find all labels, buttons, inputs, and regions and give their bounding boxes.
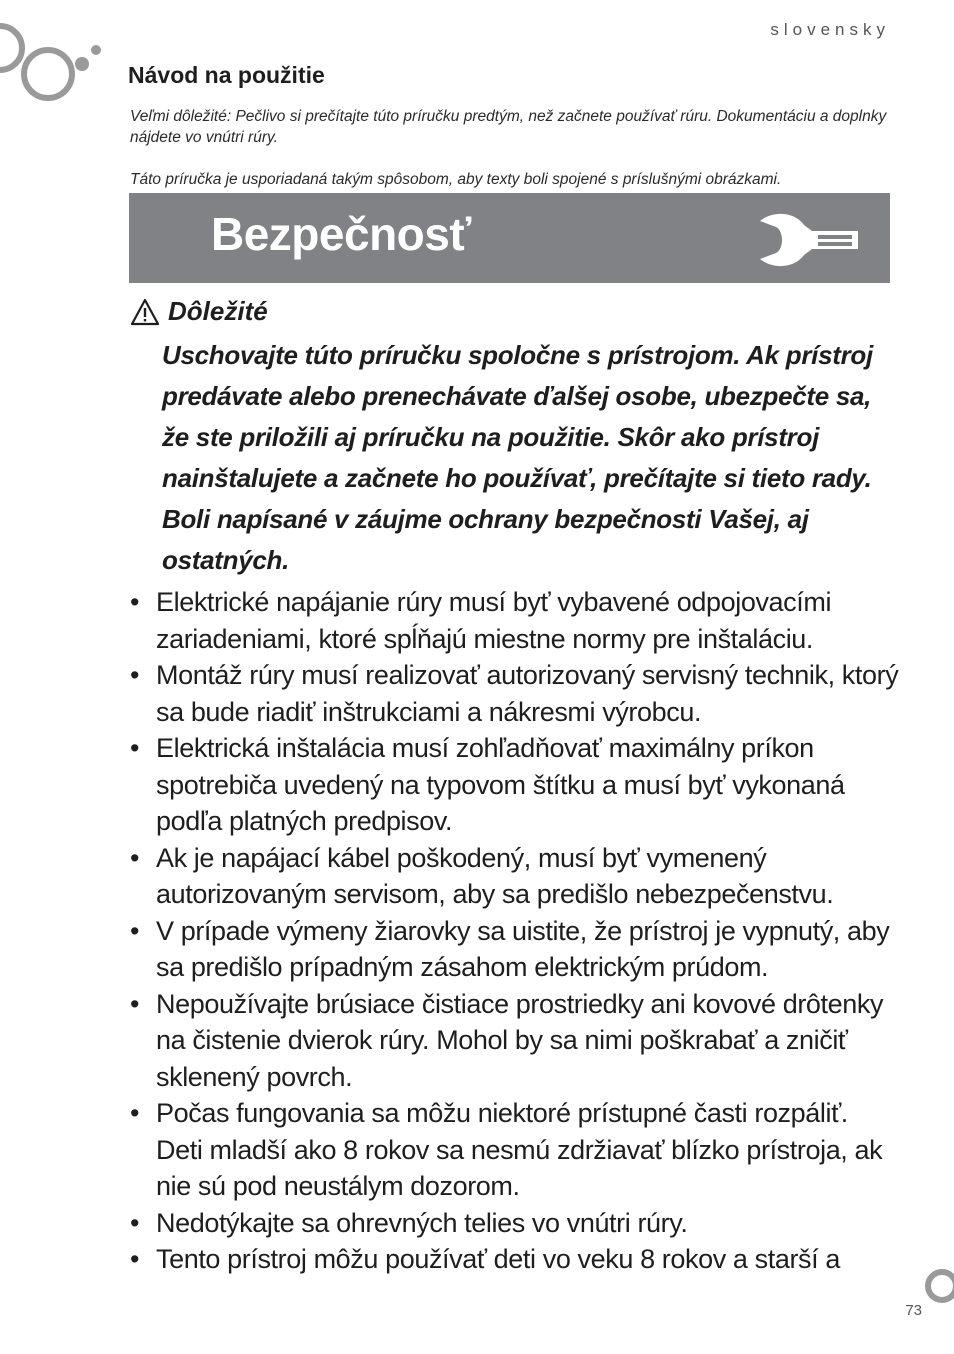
list-item <box>130 1095 900 1205</box>
list-item-text: Elektrická inštalácia musí zohľadňovať maximálny príkon spotrebiča uvedený na typovom štítku a musí byť vykonaná podľa platných predpisov. <box>156 733 845 836</box>
list-item <box>130 986 900 1096</box>
list-item-text: Nepoužívajte brúsiace čistiace prostriedky ani kovové drôtenky na čistenie dvierok rúry. Mohol by sa nimi poškrabať a zničiť sklenený povrch. <box>156 988 884 1092</box>
section-banner <box>129 193 890 283</box>
bullet-symbol: • <box>130 587 140 617</box>
list-item-text: Počas fungovania sa môžu niektoré prístupné časti rozpáliť. Deti mladší ako 8 rokov sa nesmú zdržiavať blízko prístroja, ak nie sú pod neustálym dozorom. <box>156 1098 883 1201</box>
list-item <box>130 1241 900 1278</box>
intro-organization-note: Táto príručka je usporiadaná takým spôsobom, aby texty boli spojené s príslušnými obrázkami. <box>130 171 782 188</box>
list-item <box>130 730 900 840</box>
list-item-text: Montáž rúry musí realizovať autorizovaný servisný technik, ktorý sa bude riadiť inštrukciami a nákresmi výrobcu. <box>156 660 899 727</box>
list-item <box>130 913 900 986</box>
list-item-text: Nedotýkajte sa ohrevných telies vo vnútri rúry. <box>156 1207 688 1238</box>
brand-circles-icon <box>0 18 110 108</box>
list-item-text: Elektrické napájanie rúry musí byť vybavené odpojovacími zariadeniami, ktoré spĺňajú miestne normy pre inštaláciu. <box>156 587 832 654</box>
document-title: Návod na použitie <box>128 62 325 88</box>
important-warning-text: Uschovajte túto príručku spoločne s prístrojom. Ak prístroj predávate alebo prenechávate ďalšej osobe, ubezpečte sa, že ste priložili aj príručku na použitie. Skôr ako prístroj nainštalujete a začnete ho používať, prečítajte si tieto rady. Boli napísané v záujme ochrany bezpečnosti Vašej, aj ostatných. <box>162 340 873 575</box>
page-number: 73 <box>905 1302 922 1319</box>
language-label: slovensky <box>770 20 890 39</box>
bullet-symbol: • <box>130 1098 140 1128</box>
bullet-symbol: • <box>130 1207 140 1238</box>
bullet-symbol: • <box>130 915 140 946</box>
warning-icon <box>130 298 160 326</box>
list-item <box>130 1205 900 1242</box>
intro-note: Veľmi dôležité: Pečlivo si prečítajte túto príručku predtým, než začnete používať rúru. Dokumentáciu a doplnky nájdete vo vnútri rúry. <box>130 108 887 146</box>
bullet-symbol: • <box>130 988 140 1019</box>
list-item <box>130 584 900 657</box>
bullet-symbol: • <box>130 842 140 873</box>
bullet-symbol: • <box>130 733 140 763</box>
bullet-symbol: • <box>130 1244 140 1274</box>
section-title: Bezpečnosť <box>211 208 471 260</box>
wrench-icon <box>754 209 862 271</box>
list-item <box>130 657 900 730</box>
important-heading <box>130 296 268 327</box>
list-item-text: V prípade výmeny žiarovky sa uistite, že prístroj je vypnutý, aby sa predišlo prípadným zásahom elektrickým prúdom. <box>156 915 890 982</box>
safety-instructions-list <box>130 584 900 1278</box>
list-item <box>130 840 900 913</box>
bullet-symbol: • <box>130 660 140 690</box>
list-item-text: Ak je napájací kábel poškodený, musí byť vymenený autorizovaným servisom, aby sa predišlo nebezpečenstvu. <box>156 842 834 909</box>
list-item-text: Tento prístroj môžu používať deti vo veku 8 rokov a starší a <box>156 1244 840 1274</box>
important-heading-label: Dôležité <box>168 296 268 326</box>
corner-circle-icon <box>922 1266 954 1306</box>
